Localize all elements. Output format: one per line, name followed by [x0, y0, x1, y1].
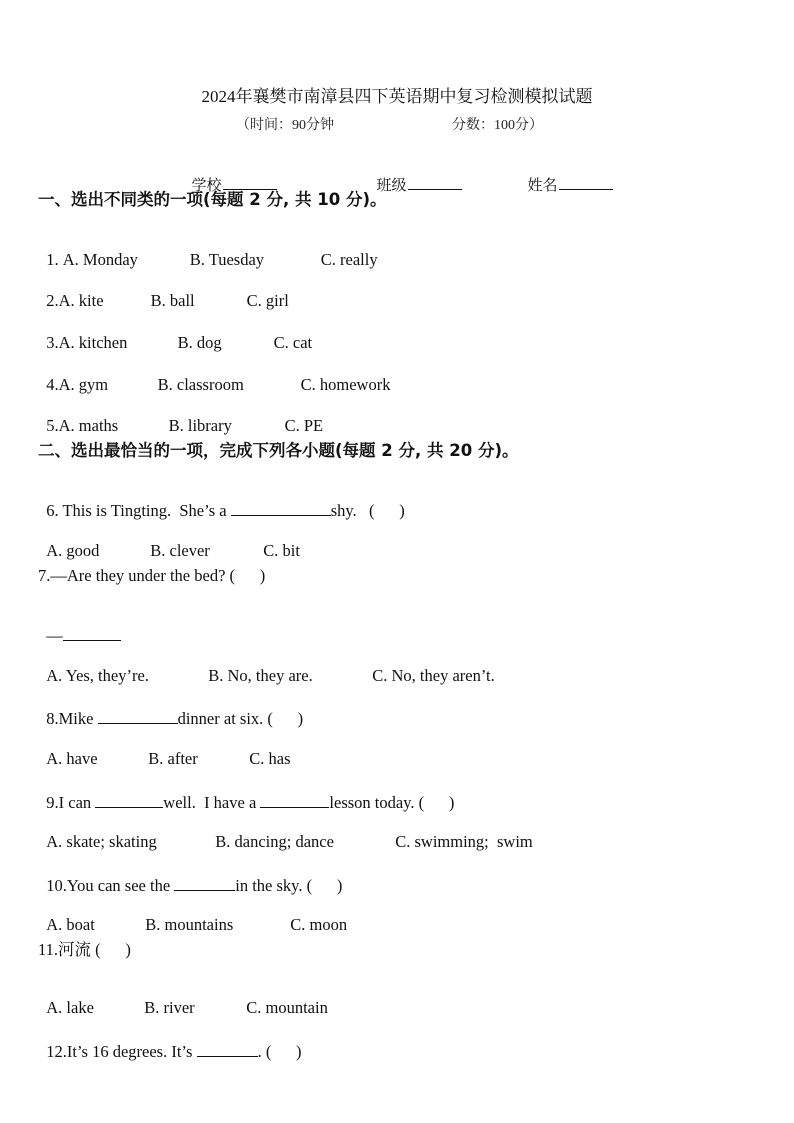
option-c: C. girl — [246, 290, 289, 310]
question-7-answer-line — [38, 609, 121, 644]
option-a: A. maths — [58, 415, 119, 435]
option-b: B. No, they are. — [208, 665, 313, 685]
option-c: C. PE — [284, 415, 324, 435]
question-stem-start: 8.Mike — [46, 708, 98, 728]
option-b: B. clever — [150, 540, 210, 560]
dash: — — [46, 625, 63, 645]
question-stem-end: in the sky. ( ) — [235, 875, 343, 895]
question-9 — [38, 776, 454, 811]
class-blank[interactable] — [408, 175, 462, 190]
option-a: A. kite — [58, 290, 104, 310]
question-number: 5. — [46, 415, 59, 435]
name-field — [520, 160, 613, 194]
school-field — [184, 160, 277, 194]
name-label: 姓名 — [527, 178, 558, 194]
question-3 — [38, 318, 312, 351]
answer-blank[interactable] — [98, 709, 178, 724]
school-label: 学校 — [191, 178, 222, 194]
option-a: A. good — [46, 540, 100, 560]
question-7-options — [38, 651, 495, 684]
option-b: B. mountains — [145, 914, 234, 934]
option-a: A. gym — [58, 374, 109, 394]
answer-blank[interactable] — [231, 501, 331, 516]
section2-heading: 二、选出最恰当的一项，完成下列各小题(每题 2 分, 共 20 分)。 — [38, 441, 519, 460]
option-c: C. mountain — [246, 997, 328, 1017]
question-number: 2. — [46, 290, 59, 310]
question-stem-end: . ( ) — [257, 1041, 302, 1061]
question-6-options — [38, 526, 300, 559]
question-11: 11.河流 ( ) — [38, 940, 131, 959]
class-field — [369, 160, 462, 194]
question-number: 3. — [46, 332, 59, 352]
question-stem-end: dinner at six. ( ) — [177, 708, 304, 728]
question-stem-middle: well. I have a — [163, 792, 261, 812]
school-blank[interactable] — [223, 175, 277, 190]
question-stem-start: 6. This is Tingting. She’s a — [46, 500, 231, 520]
question-stem-start: 9.I can — [46, 792, 96, 812]
option-a: A. skate; skating — [46, 831, 157, 851]
option-c: C. homework — [300, 374, 391, 394]
question-stem-end: lesson today. ( ) — [329, 792, 455, 812]
question-1 — [38, 235, 378, 268]
option-b: B. dog — [177, 332, 222, 352]
option-c: C. bit — [263, 540, 300, 560]
option-b: B. library — [168, 415, 232, 435]
option-c: C. swimming; swim — [395, 831, 533, 851]
question-stem-start: 10.You can see the — [46, 875, 175, 895]
option-b: B. dancing; dance — [215, 831, 334, 851]
answer-blank[interactable] — [197, 1042, 258, 1057]
option-c: C. moon — [290, 914, 348, 934]
option-b: B. river — [144, 997, 195, 1017]
option-a: A. lake — [46, 997, 94, 1017]
question-stem-start: 12.It’s 16 degrees. It’s — [46, 1041, 197, 1061]
question-8-options — [38, 734, 291, 767]
option-a: A. Yes, they’re. — [46, 665, 149, 685]
option-c: C. has — [249, 748, 291, 768]
option-c: C. No, they aren’t. — [372, 665, 495, 685]
question-4 — [38, 360, 390, 393]
option-c: C. really — [320, 249, 378, 269]
question-12 — [38, 1025, 302, 1060]
option-c: C. cat — [273, 332, 313, 352]
option-a: A. boat — [46, 914, 95, 934]
question-6 — [38, 484, 405, 519]
question-8 — [38, 692, 303, 727]
question-number: 1. — [46, 249, 63, 269]
exam-score: 分数：100分） — [452, 118, 543, 133]
answer-blank-1[interactable] — [95, 793, 163, 808]
question-10-options — [38, 900, 347, 933]
name-blank[interactable] — [559, 175, 613, 190]
option-b: B. ball — [150, 290, 195, 310]
question-10 — [38, 859, 342, 894]
option-a: A. have — [46, 748, 98, 768]
page-title: 2024年襄樊市南漳县四下英语期中复习检测模拟试题 — [201, 87, 593, 106]
question-5 — [38, 401, 323, 434]
option-b: B. Tuesday — [189, 249, 265, 269]
option-a: A. Monday — [62, 249, 138, 269]
option-b: B. classroom — [157, 374, 244, 394]
question-9-options — [38, 817, 533, 850]
section1-heading: 一、选出不同类的一项(每题 2 分, 共 10 分)。 — [38, 190, 387, 209]
question-2 — [38, 276, 289, 309]
answer-blank[interactable] — [63, 626, 121, 641]
question-7: 7.—Are they under the bed? ( ) — [38, 566, 266, 585]
option-b: B. after — [148, 748, 198, 768]
question-number: 4. — [46, 374, 59, 394]
class-label: 班级 — [376, 178, 407, 194]
answer-blank[interactable] — [174, 876, 235, 891]
exam-time: （时间：90分钟 — [236, 118, 334, 133]
question-stem-end: shy. ( ) — [330, 500, 405, 520]
option-a: A. kitchen — [58, 332, 128, 352]
question-11-options — [38, 983, 328, 1016]
answer-blank-2[interactable] — [260, 793, 329, 808]
